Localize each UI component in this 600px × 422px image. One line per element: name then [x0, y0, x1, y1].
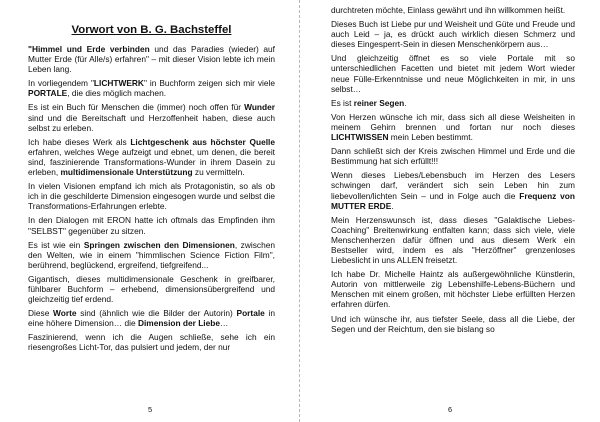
text-run: Und gleichzeitig öffnet es so viele Portale mit so unterschiedlichen Facetten und bietet mit jedem Wort wieder neue Fülle-Erkenntnisse und neue Möglichkeiten in mir, in uns selbst… — [331, 53, 575, 94]
right-page-text — [331, 5, 575, 334]
paragraph — [28, 181, 275, 211]
text-run: Gigantisch, dieses multidimensionale Geschenk in greifbarer, fühlbarer Buchform – erhebend, dimensionsübergreifend und gleichzeitig tief erdend. — [28, 273, 275, 305]
bold-text-run: PORTALE — [28, 88, 68, 99]
page-number: 6 — [447, 405, 453, 414]
left-page-text — [28, 44, 275, 353]
bold-text-run: Portale — [236, 308, 265, 319]
text-run: Mein Herzenswunsch ist, dass dieses "Galaktische Liebes-Coaching" Breitenwirkung entfalten kann; dass sich viele, viele Menschenherzen dafür öffnen und aus diesem Werk ein Bestseller wird, indem es als "Herzöffner" grenzenloses Liebeslicht in uns ALLEN freisetzt. — [331, 214, 575, 266]
paragraph — [28, 137, 275, 177]
text-run: Es ist wie ein — [28, 239, 84, 250]
page-number: 5 — [147, 405, 153, 414]
text-run: und das Paradies (wieder) auf Mutter Erde (für Alle/s) erfahren" – mit dieser Vision lebte ich mein Leben lang. — [28, 44, 276, 75]
paragraph — [331, 53, 575, 93]
text-run: , zwischen den Welten, wie in einem "himmlischen Science Fiction Film", berührend, beglückend, ergreifend, tiefgreifend... — [28, 239, 275, 270]
text-run: zu vermitteln. — [192, 167, 245, 178]
paragraph — [28, 240, 275, 270]
text-run: … — [220, 318, 229, 329]
right-page — [300, 0, 600, 422]
paragraph — [331, 170, 575, 210]
bold-text-run: Wunder — [244, 102, 275, 113]
paragraph — [28, 332, 275, 352]
bold-text-run: multidimensionale Unterstützung — [60, 167, 193, 178]
paragraph — [331, 112, 575, 142]
paragraph — [28, 274, 275, 304]
text-run: " in Buchform zeigen sich mir viele — [143, 78, 275, 89]
text-run: Faszinierend, wenn ich die Augen schließe, sehe ich ein riesengroßes Licht-Tor, das pulsiert und jedem, der nur — [28, 332, 275, 353]
text-run: sind (ähnlich wie die Bilder der Autorin) — [76, 308, 237, 319]
text-run: sind und die Bereitschaft und Herzoffenheit haben, diese auch selbst zu erleben. — [28, 112, 275, 133]
text-run: in eine höhere Dimension… die — [28, 308, 276, 329]
paragraph — [28, 102, 275, 132]
bold-text-run: Dimension der Liebe — [137, 318, 221, 329]
text-run: Ich habe dieses Werk als — [28, 136, 131, 147]
text-run: Wenn dieses Liebes/Lebensbuch im Herzen des Lesers schwingen darf, verändert sich sein Leben hin zum liebevollen/lichten Sein – und in Folge auch die — [331, 170, 575, 201]
paragraph — [331, 314, 575, 334]
text-run: Diese — [28, 308, 54, 319]
bold-text-run: LICHTWISSEN — [331, 132, 389, 143]
text-run: In vorliegendem " — [28, 78, 94, 89]
text-run: Dieses Buch ist Liebe pur und Weisheit und Güte und Freude und auch Leid – ja, es drückt auch wirklich diesen Schmerz und dieses Eingesperrt-Sein in diesen Menschenkörpern aus… — [331, 19, 575, 50]
paragraph — [28, 78, 275, 98]
text-run: durchtreten möchte, Einlass gewährt und ihn willkommen heißt. — [331, 5, 566, 15]
bold-text-run: "Himmel und Erde verbinden — [28, 44, 150, 54]
bold-text-run: Lichtgeschenk aus höchster Quelle — [130, 136, 275, 147]
paragraph — [331, 146, 575, 166]
page-title: Vorwort von B. G. Bachsteffel — [71, 24, 232, 36]
paragraph — [28, 308, 275, 328]
text-run: . — [391, 200, 394, 211]
text-run: Dann schließt sich der Kreis zwischen Himmel und Erde und die Bestimmung hat sich erfüllt!!! — [331, 146, 575, 167]
text-run: Und ich wünsche ihr, aus tiefster Seele, dass all die Liebe, der Segen und der Reichtum, den sie bislang so — [331, 313, 575, 334]
text-run: Es ist ein Buch für Menschen die (immer) noch offen für — [28, 102, 245, 113]
text-run: mein Leben bestimmt. — [388, 132, 473, 143]
paragraph — [331, 215, 575, 265]
paragraph — [331, 98, 575, 108]
bold-text-run: LICHTWERK — [93, 78, 144, 89]
bold-text-run: reiner Segen — [353, 97, 405, 108]
text-run: Ich habe Dr. Michelle Haintz als außergewöhnliche Künstlerin, Autorin von mittlerweile zig Lebenshilfe-Lebens-Büchern und Menschen mit einem großen, mit höchster Liebe erfüllten Herzen erfahren dürfen. — [331, 269, 575, 310]
paragraph — [331, 5, 575, 15]
text-run: Es ist — [331, 97, 354, 108]
bold-text-run: Springen zwischen den Dimensionen — [83, 239, 235, 250]
paragraph — [331, 19, 575, 49]
paragraph — [28, 215, 275, 235]
bold-text-run: Frequenz von MUTTER ERDE — [331, 190, 575, 211]
text-run: In den Dialogen mit ERON hatte ich oftmals das Empfinden ihm "SELBST" gegenüber zu sitzen. — [28, 215, 275, 236]
paragraph — [28, 44, 275, 74]
paragraph — [331, 269, 575, 309]
text-run: , die dies möglich machen. — [67, 88, 167, 99]
text-run: . — [404, 97, 407, 108]
bold-text-run: Worte — [53, 308, 77, 319]
text-run: Von Herzen wünsche ich mir, dass sich all diese Weisheiten in meinem Gehirn brennen und fortan nur noch dieses — [331, 111, 575, 132]
text-run: In vielen Visionen empfand ich mich als Protagonistin, so als ob ich in die geschilderte Dimension eingesogen wurde und selbst die Transformations-Erfahrungen erlebte. — [28, 181, 275, 212]
text-run: erfahren, welches Wege aufzeigt und ebnet, um denen, die bereit sind, faszinierende Transformations-Wunder in ihrem Dasein zu erleben, — [28, 146, 275, 178]
